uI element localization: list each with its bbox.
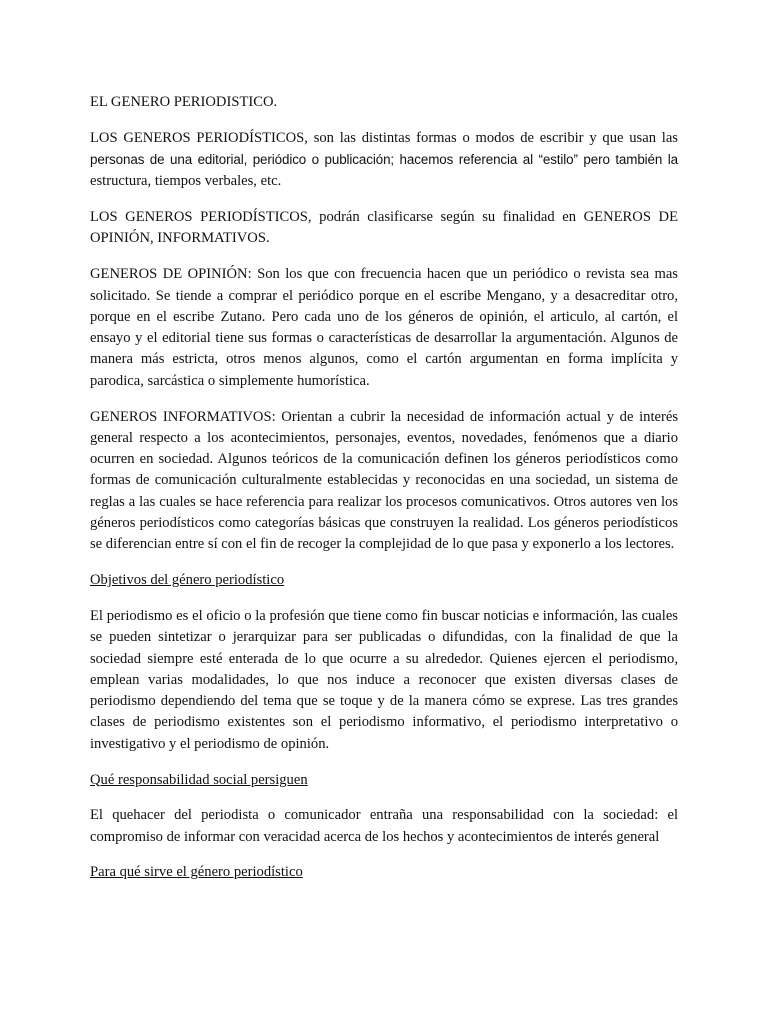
heading-objetivos: Objetivos del género periodístico: [90, 572, 285, 589]
paragraph-generos-opinion: GENEROS DE OPINIÓN: Son los que con frecuencia hacen que un periódico o revista sea mas solicitado. Se tiende a comprar el periódico porque en el escribe Mengano, y a desacreditar otro, porque en el escribe Zutano. Pero cada uno de los géneros de opinión, el articulo, al cartón, el ensayo y el editorial tiene sus formas o características de desarrollar la argumentación. Algunos de manera más estricta, otros menos algunos, como el cartón argumentan en forma implícita y parodica, sarcástica o simplemente humorística.: [90, 266, 678, 389]
paragraph-lead-text: LOS GENEROS PERIODÍSTICOS, son las distintas formas o modos de escribir y que usan las: [90, 129, 678, 146]
paragraph-objetivos: El periodismo es el oficio o la profesión que tiene como fin buscar noticias e información, las cuales se pueden sintetizar o jerarquizar para ser publicadas o difundidas, con la finalidad de que la sociedad siempre esté enterada de lo que ocurre a su alrededor. Quienes ejercen el periodismo, emplean varias modalidades, lo que nos induce a reconocer que existen diversas clases de periodismo dependiendo del tema que se toque y de la manera cómo se exprese. Las tres grandes clases de periodismo existentes son el periodismo informativo, el periodismo interpretativo o investigativo y el periodismo de opinión.: [90, 607, 678, 752]
paragraph-responsabilidad: El quehacer del periodista o comunicador entraña una responsabilidad con la sociedad: el compromiso de informar con veracidad acerca de los hechos y acontecimientos de interés general: [90, 807, 678, 845]
paragraph-clasificacion: LOS GENEROS PERIODÍSTICOS, podrán clasificarse según su finalidad en GENEROS DE OPINIÓN, INFORMATIVOS.: [90, 209, 678, 247]
heading-responsabilidad: Qué responsabilidad social persiguen: [90, 771, 308, 788]
document-title: EL GENERO PERIODISTICO.: [90, 94, 278, 110]
document-page: [90, 92, 678, 898]
paragraph-sans-text: personas de una editorial, periódico o publicación; hacemos referencia al “estilo” pero también la: [90, 152, 678, 168]
paragraph-generos-informativos: GENEROS INFORMATIVOS: Orientan a cubrir la necesidad de información actual y de interés general respecto a los acontecimientos, personajes, eventos, novedades, fenómenos que a diario ocurren en sociedad. Algunos teóricos de la comunicación definen los géneros periodísticos como formas de comunicación culturalmente establecidas y reconocidas en una sociedad, un sistema de reglas a las cuales se hace referencia para realizar los procesos comunicativos. Otros autores ven los géneros periodísticos como categorías básicas que construyen la realidad. Los géneros periodísticos se diferencian entre sí con el fin de recoger la complejidad de lo que pasa y exponerlo a los lectores.: [90, 408, 678, 553]
paragraph-generos-definicion: [90, 128, 678, 193]
heading-para-que-sirve: Para qué sirve el género periodístico: [90, 864, 303, 881]
paragraph-tail-text: estructura, tiempos verbales, etc.: [90, 173, 282, 190]
